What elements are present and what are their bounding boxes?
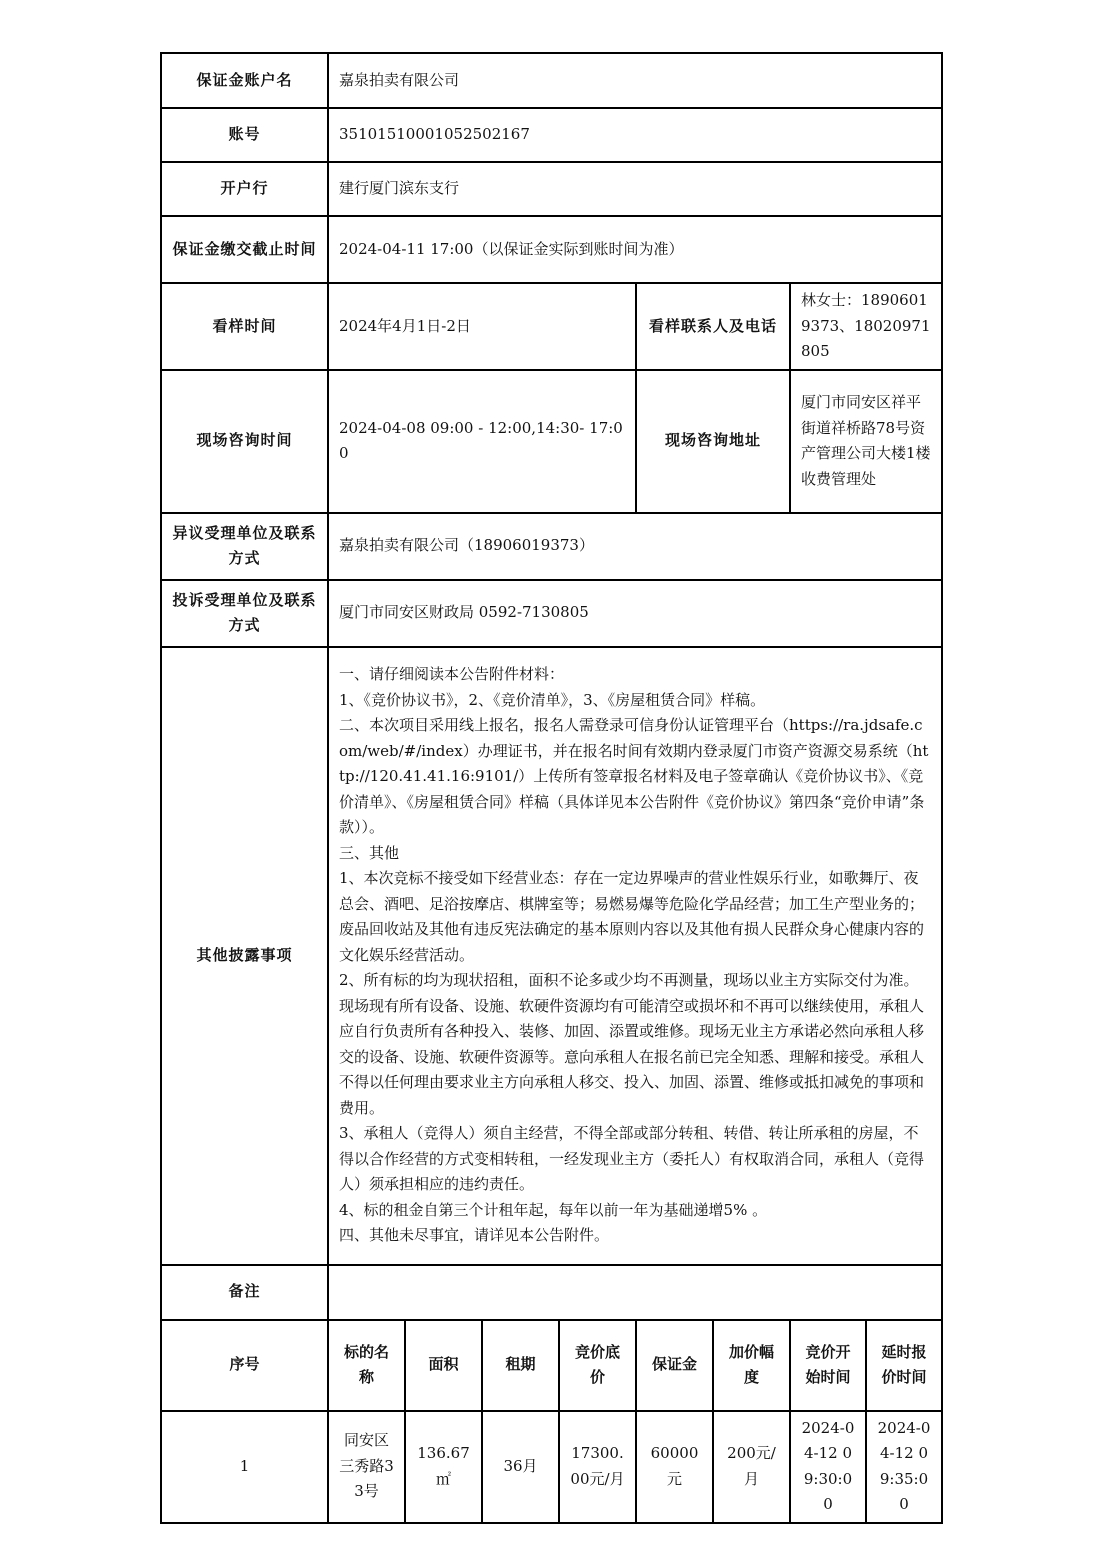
deadline-row [161,216,942,283]
lot-cell: 2024-04-12 09:30:00 [790,1411,866,1523]
lot-cell: 1 [161,1411,328,1523]
other-disclosures-row [161,647,942,1265]
notes-line: 1、本次竞标不接受如下经营业态：存在一定边界噪声的营业性娱乐行业，如歌舞厅、夜总会、酒吧、足浴按摩店、棋牌室等；易燃易爆等危险化学品经营；加工生产型业务的；废品回收站及其他有违反宪法确定的基本原则内容以及其他有损人民群众身心健康内容的文化娱乐经营活动。 [339,869,925,964]
account-number-row [161,108,942,162]
lots-header-row [161,1320,942,1411]
lot-cell: 17300.00元/月 [559,1411,636,1523]
lots-header-cell: 延时报价时间 [866,1320,942,1411]
lot-cell: 60000元 [636,1411,713,1523]
notes-line: 1、《竞价协议书》，2、《竞价清单》，3、《房屋租赁合同》样稿。 [339,690,766,709]
consult-row [161,370,942,513]
account-number-label: 账号 [161,108,328,162]
notes-line: 4、标的租金自第三个计租年起，每年以前一年为基础递增5% 。 [339,1200,768,1219]
lot-cell: 36月 [482,1411,559,1523]
bank-label: 开户行 [161,162,328,216]
remark-label: 备注 [161,1265,328,1320]
remark-row [161,1265,942,1320]
lots-header-cell: 竞价开始时间 [790,1320,866,1411]
lots-header-cell: 标的名称 [328,1320,405,1411]
objection-row [161,513,942,580]
lots-header-cell: 加价幅度 [713,1320,790,1411]
lot-cell: 200元/月 [713,1411,790,1523]
notes-line: 三、其他 [339,843,400,862]
notes-line: 2、所有标的均为现状招租，面积不论多或少均不再测量，现场以业主方实际交付为准。现场现有所有设备、设施、软硬件资源均有可能清空或损坏和不再可以继续使用，承租人应自行负责所有各种投入、装修、加固、添置或维修。现场无业主方承诺必然向承租人移交的设备、设施、软硬件资源等。意向承租人在报名前已完全知悉、理解和接受。承租人不得以任何理由要求业主方向承租人移交、投入、加固、添置、维修或抵扣减免的事项和费用。 [339,971,925,1117]
other-disclosures-body [328,647,942,1265]
lot-cell: 136.67㎡ [405,1411,482,1523]
lot-cell: 2024-04-12 09:35:00 [866,1411,942,1523]
complaint-label: 投诉受理单位及联系方式 [161,580,328,647]
viewing-time-label: 看样时间 [161,283,328,370]
complaint-row [161,580,942,647]
lots-header-cell: 序号 [161,1320,328,1411]
objection-value: 嘉泉拍卖有限公司（18906019373） [328,513,942,580]
account-number-value: 35101510001052502167 [328,108,942,162]
consult-address-label: 现场咨询地址 [636,370,790,513]
deposit-account-label: 保证金账户名 [161,53,328,108]
lots-header-cell: 保证金 [636,1320,713,1411]
complaint-value: 厦门市同安区财政局 0592-7130805 [328,580,942,647]
lots-header-cell: 租期 [482,1320,559,1411]
lots-header-cell: 竞价底价 [559,1320,636,1411]
deposit-account-value: 嘉泉拍卖有限公司 [328,53,942,108]
notes-line: 二、本次项目采用线上报名，报名人需登录可信身份认证管理平台（https://ra.jdsafe.com/web/#/index）办理证书，并在报名时间有效期内登录厦门市资产资源交易系统（http://120.41.41.16:9101/）上传所有签章报名材料及电子签章确认《竞价协议书》、《竞价清单》、《房屋租赁合同》样稿（具体详见本公告附件《竞价协议》第四条“竞价申请”条款））。 [339,716,929,837]
consult-address-value: 厦门市同安区祥平街道祥桥路78号资产管理公司大楼1楼收费管理处 [790,370,942,513]
lot-cell: 同安区三秀路33号 [328,1411,405,1523]
deadline-value: 2024-04-11 17:00（以保证金实际到账时间为准） [328,216,942,283]
table-row [161,1411,942,1523]
lots-header-cell: 面积 [405,1320,482,1411]
objection-label: 异议受理单位及联系方式 [161,513,328,580]
deadline-label: 保证金缴交截止时间 [161,216,328,283]
deposit-account-row [161,53,942,108]
consult-time-label: 现场咨询时间 [161,370,328,513]
other-disclosures-label: 其他披露事项 [161,647,328,1265]
notes-line: 四、其他未尽事宜，请详见本公告附件。 [339,1226,610,1245]
viewing-contact-value: 林女士：18906019373、18020971805 [790,283,942,370]
remark-value [328,1265,942,1320]
bank-row [161,162,942,216]
viewing-contact-label: 看样联系人及电话 [636,283,790,370]
bank-value: 建行厦门滨东支行 [328,162,942,216]
consult-time-value: 2024-04-08 09:00 - 12:00,14:30- 17:00 [328,370,636,513]
notes-line: 一、请仔细阅读本公告附件材料： [339,665,565,684]
announcement-table [160,52,943,1524]
viewing-row [161,283,942,370]
notes-line: 3、承租人（竞得人）须自主经营，不得全部或部分转租、转借、转让所承租的房屋，不得以合作经营的方式变相转租，一经发现业主方（委托人）有权取消合同，承租人（竞得人）须承担相应的违约责任。 [339,1124,925,1194]
viewing-time-value: 2024年4月1日-2日 [328,283,636,370]
